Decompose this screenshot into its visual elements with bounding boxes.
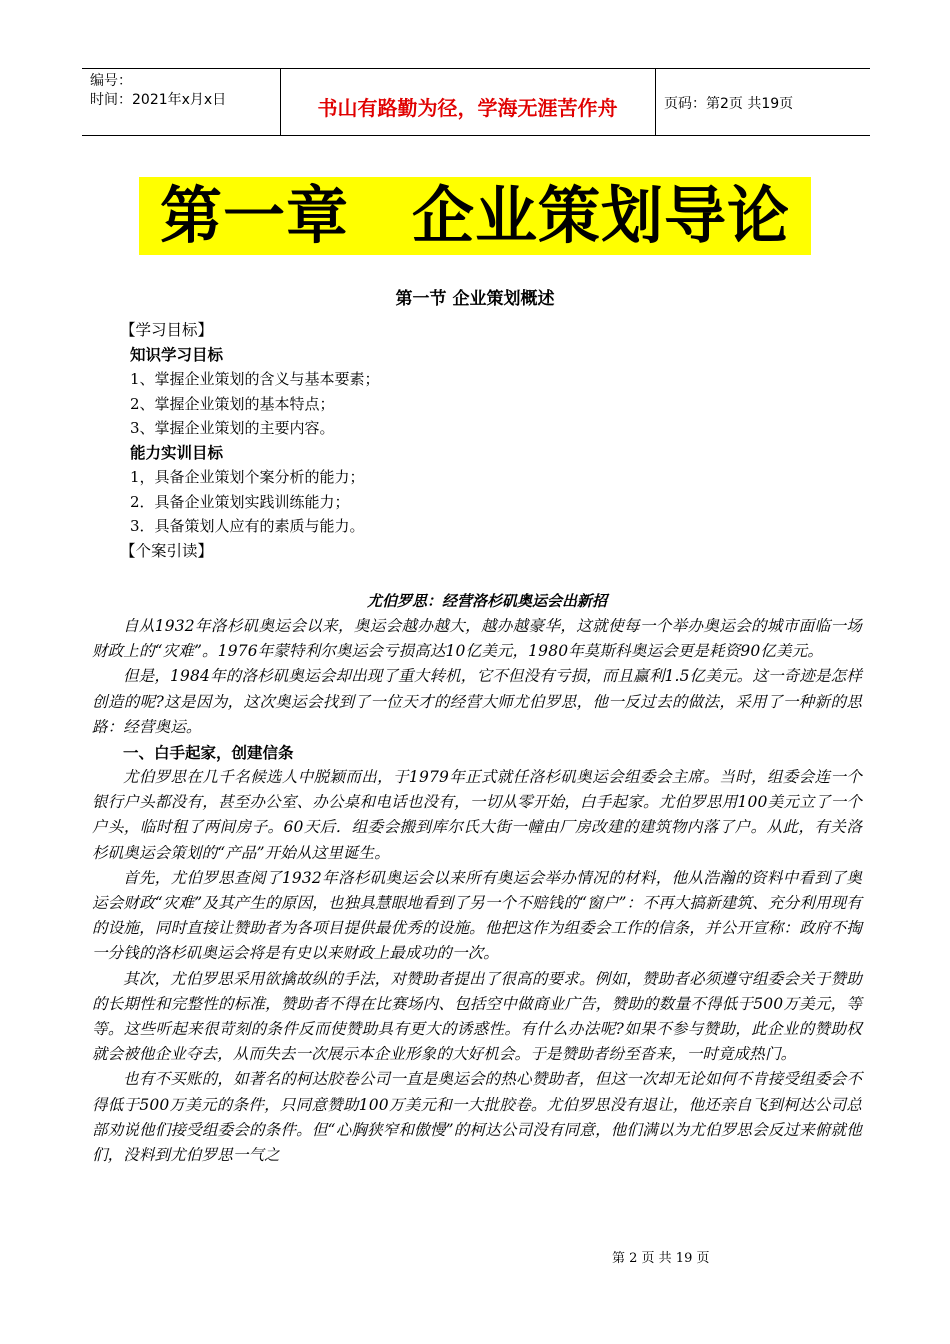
section-title: 第一节 企业策划概述 [395, 289, 555, 309]
header-bottom-rule [82, 135, 870, 136]
case-paragraph: 也有不买账的，如著名的柯达胶卷公司一直是奥运会的热心赞助者，但这一次却无论如何不肯接受组委会不得低于500万美元的条件，只同意赞助100万美元和一大批胶卷。尤伯罗思没有退让，他还亲自飞到柯达公司总部劝说他们接受组委会的条件。但“心胸狭窄和傲慢”的柯达公司没有同意，他们满以为尤伯罗思会反过来俯就他们，没料到尤伯罗思一气之 [92, 1070, 862, 1165]
objective-line: 1、掌握企业策划的含义与基本要素； [130, 370, 380, 388]
case-title: 尤伯罗思：经营洛杉矶奥运会出新招 [366, 592, 607, 610]
objectives-list [120, 318, 870, 563]
objective-line: 3．具备策划人应有的素质与能力。 [130, 517, 365, 535]
objective-line: 能力实训目标 [130, 443, 224, 462]
header-meta [90, 72, 226, 110]
case-paragraph: 其次，尤伯罗思采用欲擒故纵的手法，对赞助者提出了很高的要求。例如，赞助者必须遵守组委会关于赞助的长期性和完整性的标准，赞助者不得在比赛场内、包括空中做商业广告，赞助的数量不得低于500万美元，等等。这些听起来很苛刻的条件反而使赞助具有更大的诱惑性。有什么办法呢?如果不参与赞助，此企业的赞助权就会被他企业夺去，从而失去一次展示本企业形象的大好机会。于是赞助者纷至沓来，一时竟成热门。 [92, 969, 862, 1064]
chapter-title: 第一章 企业策划导论 [139, 177, 811, 255]
objective-line: 【学习目标】 [120, 321, 214, 339]
objective-line: 知识学习目标 [130, 345, 224, 364]
header-page-info: 页码：第2页 共19页 [664, 96, 794, 112]
case-study [92, 590, 862, 1168]
header-top-rule [82, 68, 870, 69]
number-label: 编号： [90, 73, 132, 89]
objective-line: 3、掌握企业策划的主要内容。 [130, 419, 335, 437]
date-label: 时间：2021年x月x日 [90, 92, 227, 108]
case-paragraph: 尤伯罗思在几千名候选人中脱颖而出，于1979年正式就任洛杉矶奥运会组委会主席。当时，组委会连一个银行户头都没有，甚至办公室、办公桌和电话也没有，一切从零开始，白手起家。尤伯罗思用100美元立了一个户头，临时租了两间房子。60天后．组委会搬到库尔氏大街一幢由厂房改建的建筑物内落了户。从此，有关洛杉矶奥运会策划的“产品”开始从这里诞生。 [92, 768, 862, 862]
header-divider [655, 68, 656, 135]
objective-line: 【个案引读】 [120, 541, 214, 560]
objective-line: 2．具备企业策划实践训练能力； [130, 492, 350, 511]
header-motto: 书山有路勤为径，学海无涯苦作舟 [317, 96, 618, 120]
objective-line: 2、掌握企业策划的基本特点； [130, 394, 335, 413]
case-paragraph: 但是，1984年的洛杉矶奥运会却出现了重大转机，它不但没有亏损，而且赢利1.5亿美元。这一奇迹是怎样创造的呢?这是因为，这次奥运会找到了一位天才的经营大师尤伯罗思，他一反过去的做法，采用了一种新的思路：经营奥运。 [92, 667, 862, 736]
case-paragraph: 自从1932年洛杉矶奥运会以来，奥运会越办越大，越办越豪华，这就使每一个举办奥运会的城市面临一场财政上的“灾难”。1976年蒙特利尔奥运会亏损高达10亿美元，1980年莫斯科奥运会更是耗资90亿美元。 [92, 617, 862, 661]
objective-line: 1，具备企业策划个案分析的能力； [130, 468, 365, 486]
case-paragraphs [92, 614, 862, 1168]
case-heading: 一、白手起家，创建信条 [123, 743, 294, 763]
page-footer: 第 2 页 共 19 页 [612, 1251, 710, 1266]
case-paragraph: 首先，尤伯罗思查阅了1932年洛杉矶奥运会以来所有奥运会举办情况的材料，他从浩瀚的资料中看到了奥运会财政“灾难”及其产生的原因，也独具慧眼地看到了另一个不赔钱的“窗户”：不再大搞新建筑、充分利用现有的设施，同时直接让赞助者为各项目提供最优秀的设施。他把这作为组委会工作的信条，并公开宣称：政府不掏一分钱的洛杉矶奥运会将是有史以来财政上最成功的一次。 [92, 868, 862, 963]
